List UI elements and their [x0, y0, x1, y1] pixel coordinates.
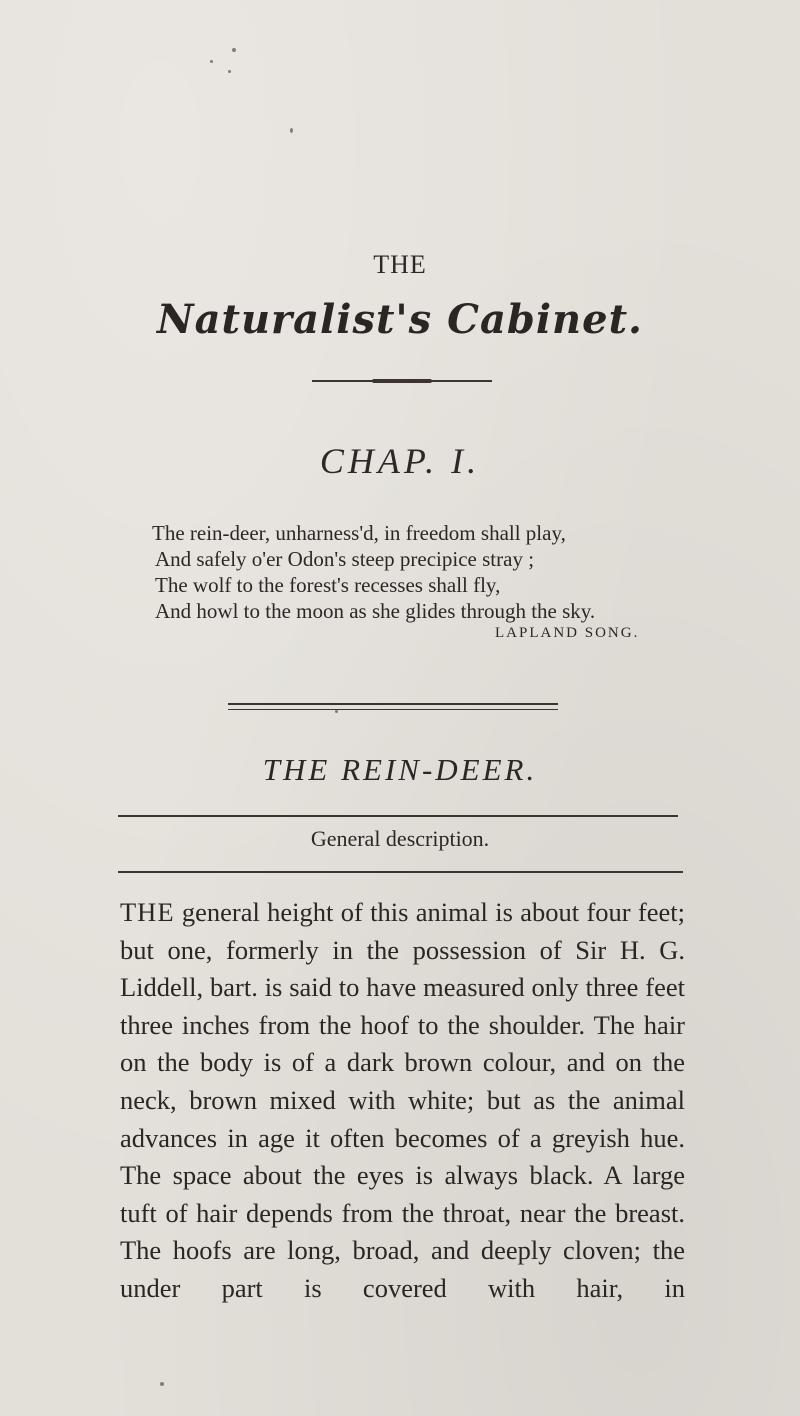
rule	[118, 815, 678, 817]
header-the: THE	[373, 250, 427, 279]
body-text: general height of this animal is about four feet; but one, formerly in the possession of Sir H. G. Liddell, bart. is said to have measured only three feet three inches from the hoof to the shoulder. The hair on the body is of a dark brown colour, and on the neck, brown mixed with white; but as the animal advances in age it often becomes of a greyish hue. The space about the eyes is always black. A large tuft of hair depends from the throat, near the breast. The hoofs are long, broad, and deeply cloven; the under part is covered with hair, in	[120, 897, 685, 1303]
rule	[118, 871, 683, 873]
epigraph-line: The wolf to the forest's recesses shall fly,	[155, 573, 501, 597]
section-subtitle: General description.	[310, 826, 490, 851]
first-word: THE	[120, 897, 175, 927]
ink-speck	[228, 70, 231, 73]
ink-speck	[290, 128, 293, 133]
ornamental-rule	[312, 380, 492, 382]
ink-speck	[210, 60, 213, 63]
ink-speck	[160, 1382, 164, 1386]
book-title: Naturalist's Cabinet.	[157, 296, 643, 343]
ink-speck	[335, 710, 338, 713]
double-rule	[228, 703, 558, 705]
epigraph	[152, 520, 792, 624]
epigraph-line: And safely o'er Odon's steep precipice stray ;	[155, 547, 535, 571]
chapter-heading: CHAP. I.	[319, 441, 481, 481]
epigraph-line: The rein-deer, unharness'd, in freedom shall play,	[152, 521, 566, 545]
body-paragraph	[120, 894, 685, 1308]
epigraph-attribution: LAPLAND SONG.	[495, 625, 640, 641]
ink-speck	[232, 48, 236, 52]
epigraph-line: And howl to the moon as she glides through the sky.	[155, 599, 596, 623]
section-title: THE REIN-DEER.	[262, 752, 538, 787]
